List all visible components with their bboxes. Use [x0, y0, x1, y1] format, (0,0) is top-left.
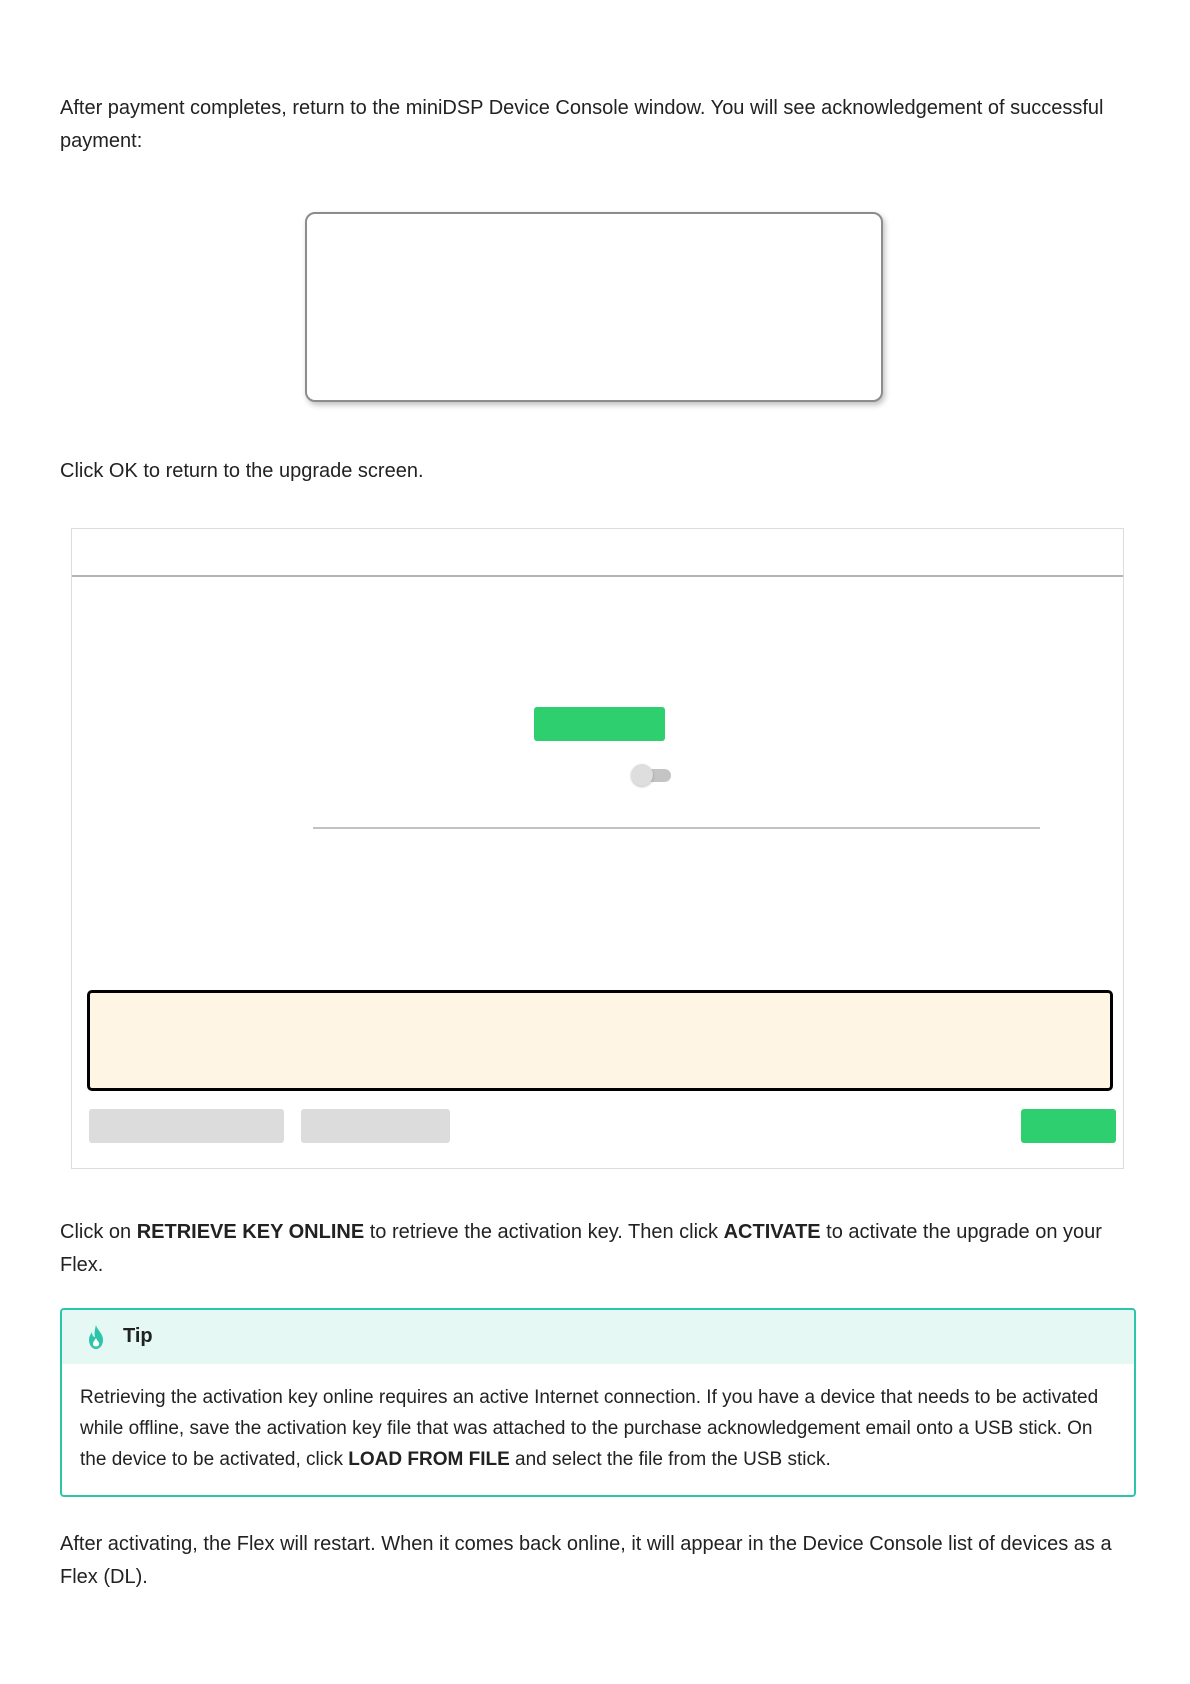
payment-acknowledgement-dialog-screenshot [305, 212, 883, 402]
retrieve-paragraph [60, 1216, 1135, 1282]
activate-label: ACTIVATE [723, 1221, 821, 1243]
intro-paragraph: After payment completes, return to the miniDSP Device Console window. You will see acknowledgement of successful payment: [60, 97, 1104, 152]
retrieve-key-online-label: RETRIEVE KEY ONLINE [136, 1221, 365, 1243]
tip-admonition [60, 1308, 1136, 1497]
retrieve-text-1: Click on [60, 1221, 137, 1243]
divider [313, 827, 1040, 829]
activate-button[interactable] [1021, 1109, 1116, 1143]
tip-body [80, 1382, 1120, 1475]
upgrade-screen-titlebar [72, 529, 1123, 577]
flame-icon [84, 1324, 108, 1350]
click-ok-paragraph: Click OK to return to the upgrade screen. [60, 460, 424, 482]
activation-key-box[interactable] [87, 990, 1113, 1091]
after-activating-paragraph: After activating, the Flex will restart. When it comes back online, it will appear in the Device Console list of devices as a Flex (DL). [60, 1533, 1112, 1588]
grey-button-2[interactable] [301, 1109, 450, 1143]
retrieve-key-online-button[interactable] [534, 707, 665, 741]
retrieve-text-2: to retrieve the activation key. Then click [364, 1221, 724, 1243]
tip-body-text-1: Retrieving the activation key online requires an active Internet connection. If you have a device that needs to be activated while offline, save the activation key file that was attached to the purchase acknowledgement email onto a USB stick. On the device to be activated, click [80, 1387, 1099, 1470]
grey-button-1[interactable] [89, 1109, 284, 1143]
load-from-file-label: LOAD FROM FILE [348, 1449, 510, 1470]
upgrade-screen-screenshot [71, 528, 1124, 1169]
toggle-knob [631, 764, 653, 786]
tip-title: Tip [123, 1325, 153, 1347]
tip-header [62, 1310, 1134, 1364]
tip-body-text-2: and select the file from the USB stick. [509, 1449, 831, 1470]
retrieve-text-3: to activate the upgrade on your Flex. [60, 1221, 1102, 1276]
toggle-switch[interactable] [631, 764, 673, 786]
